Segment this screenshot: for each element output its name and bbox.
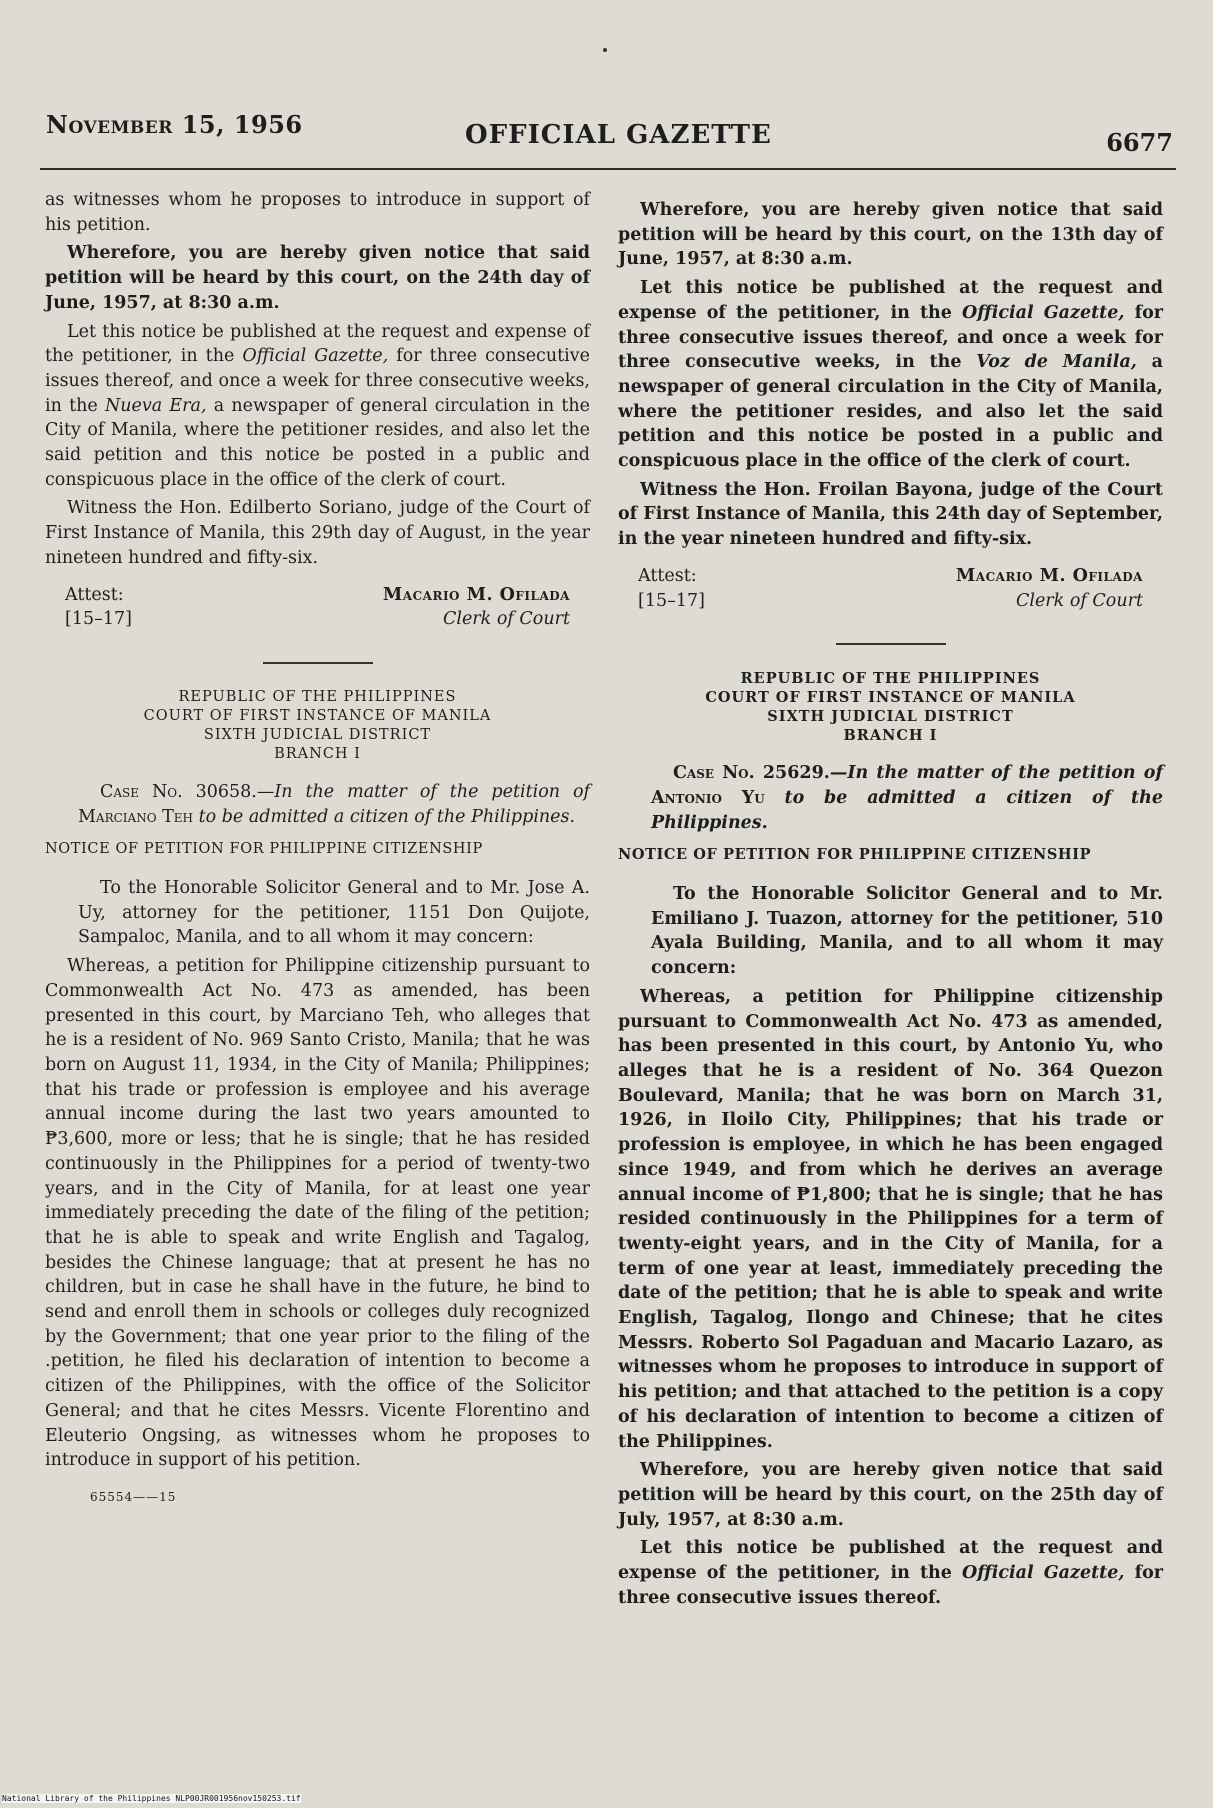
whereas-paragraph: Whereas, a petition for Philippine citizenship pursuant to Commonwealth Act No. 473 as amended, has been presented in this court, by Antonio Yu, who alleges that he is a resident of No. 364 Quezon Boulevard, Manila; that he was born on March 31, 1926, in Iloilo City, Philippines; that his trade or profession is employee, in which he has been engaged since 1949, and from which he derives an average annual income of ₱1,800; that he is single; that he has resided continuously in the Philippines for a term of twenty-eight years, and in the City of Manila, for a term of one year at least, immediately preceding the date of the petition; that he is able to speak and write English, Tagalog, Ilongo and Chinese; that he cites Messrs. Roberto Sol Pagaduan and Macario Lazaro, as witnesses whom he proposes to introduce in support of his petition; and that attached to the petition is a copy of his declaration of intention to become a citizen of the Philippines. <box>618 986 1163 1452</box>
court-heading <box>45 688 590 764</box>
newspaper-name: Nueva Era, <box>104 395 207 416</box>
left-publish-notice <box>45 320 590 493</box>
case-title <box>45 780 590 829</box>
court-line: REPUBLIC OF THE PHILIPPINES <box>178 688 457 705</box>
text-run: to be admitted a citizen of the Philippines. <box>193 806 576 827</box>
text-run: for three consecutive issues thereof. <box>618 1563 1164 1608</box>
petitioner-name: Marciano Teh <box>78 806 194 827</box>
header-rule <box>40 168 1176 170</box>
gazette-name: Official Gazette, <box>242 346 389 367</box>
court-line: BRANCH I <box>274 745 361 762</box>
court-line: SIXTH JUDICIAL DISTRICT <box>203 726 432 743</box>
text-run: Let this notice be published at the request and expense of the petitioner, in the <box>618 1538 1163 1584</box>
clerk-name: Macario M. Ofilada <box>382 584 570 605</box>
issue-date: November 15, 1956 <box>46 110 303 139</box>
text-run: —In the matter of the petition of <box>256 781 590 802</box>
case-title <box>618 761 1163 835</box>
whereas-paragraph: Whereas, a petition for Philippine citizenship pursuant to Commonwealth Act No. 473 as amended, has been presented in this court, by Marciano Teh, who alleges that he is a resident of No. 969 Santo Cristo, Manila; that he was born on August 11, 1934, in the City of Manila; Philippines; that his trade or profession is employee and his average annual income during the last two years amounted to ₱3,600, more or less; that he is single; that he has resided continuously in the Philippines for a period of twenty-two years, and in the City of Manila, for at least one year immediately preceding the date of the filing of the petition; that he is able to speak and write English and Tagalog, besides the Chinese language; that at present he has no children, but in case he shall have in the future, he bind to send and enroll them in schools or colleges duly recognized by the Government; that one year prior to the filing of the .petition, he filed his declaration of intention to become a citizen of the Philippines, with the office of the Solicitor General; and that he cites Messrs. Vicente Florentino and Eleuterio Ongsing, as witnesses whom he proposes to introduce in support of his petition. <box>45 956 590 1471</box>
page-header <box>0 110 1213 160</box>
court-line: COURT OF FIRST INSTANCE OF MANILA <box>705 689 1076 707</box>
left-attest-block <box>45 583 590 632</box>
right-attest-block <box>618 564 1163 613</box>
page-number: 6677 <box>1106 128 1173 157</box>
petitioner-name: Antonio Yu <box>651 787 765 808</box>
court-line: REPUBLIC OF THE PHILIPPINES <box>740 670 1041 688</box>
right-publish-notice <box>618 276 1163 474</box>
attest-ref: [15–17] <box>65 609 132 630</box>
ink-speck <box>603 48 607 52</box>
section-separator <box>263 662 373 664</box>
text-run: for three consecutive issues thereof, and once a week for three consecutive weeks, in the <box>618 302 1164 373</box>
addressee: To the Honorable Solicitor General and to Mr. Jose A. Uy, attorney for the petitioner, 1151 Don Quijote, Sampaloc, Manila, and to all whom it may concern: <box>78 878 590 948</box>
gazette-name: Official Gazette, <box>962 302 1125 323</box>
clerk-title: Clerk of Court <box>442 609 570 630</box>
attest-label: Attest: <box>65 584 124 605</box>
section-separator <box>836 643 946 645</box>
right-wherefore: Wherefore, you are hereby given notice that said petition will be heard by this court, on the 13th day of June, 1957, at 8:30 a.m. <box>618 200 1163 270</box>
text-run: a newspaper of general circulation in the City of Manila, where the petitioner resides, and also let the said petition and this notice be posted in a public and conspicuous place in the office of the clerk of court. <box>618 352 1163 472</box>
left-column <box>45 188 590 1510</box>
left-witness: Witness the Hon. Edilberto Soriano, judge of the Court of First Instance of Manila, this 29th day of August, in the year nineteen hundred and fifty-six. <box>45 498 590 568</box>
court-line: SIXTH JUDICIAL DISTRICT <box>767 708 1014 726</box>
clerk-title: Clerk of Court <box>1015 590 1143 611</box>
attest-ref: [15–17] <box>638 590 705 611</box>
notice-heading: NOTICE OF PETITION FOR PHILIPPINE CITIZENSHIP <box>618 846 1092 864</box>
gazette-name: Official Gazette, <box>962 1563 1125 1584</box>
publication-title: OFFICIAL GAZETTE <box>465 120 772 150</box>
print-code: 65554——15 <box>90 1489 177 1504</box>
case-number: Case No. 25629. <box>673 763 830 784</box>
right-witness: Witness the Hon. Froilan Bayona, judge of the Court of First Instance of Manila, this 24th day of September, in the year nineteen hundred and fifty-six. <box>618 479 1163 550</box>
addressee: To the Honorable Solicitor General and to Mr. Emiliano J. Tuazon, attorney for the petitioner, 510 Ayala Building, Manila, and to all whom it may concern: <box>651 884 1163 979</box>
text-run: Let this notice be published at the request and expense of the petitioner, in the <box>45 321 590 367</box>
left-paragraph-1: as witnesses whom he proposes to introduce in support of his petition. <box>45 190 590 235</box>
text-run: for three consecutive issues thereof, and once a week for three consecutive weeks, in the <box>45 346 590 416</box>
right-wherefore-2: Wherefore, you are hereby given notice that said petition will be heard by this court, on the 25th day of July, 1957, at 8:30 a.m. <box>618 1460 1163 1530</box>
text-run: a newspaper of general circulation in the City of Manila, where the petitioner resides, and also let the said petition and this notice be posted in a public and conspicuous place in the office of the clerk of court. <box>45 395 590 490</box>
case-number: Case No. 30658. <box>100 781 257 802</box>
attest-label: Attest: <box>638 565 697 586</box>
court-heading <box>618 669 1163 745</box>
right-publish-notice-2 <box>618 1536 1163 1610</box>
text-run: —In the matter of the petition of <box>829 763 1163 784</box>
scan-footer: National Library of the Philippines NLP00JR001956nov150253.tif <box>2 1794 301 1803</box>
clerk-name: Macario M. Ofilada <box>955 565 1143 586</box>
left-wherefore: Wherefore, you are hereby given notice that said petition will be heard by this court, on the 24th day of June, 1957, at 8:30 a.m. <box>45 243 590 313</box>
court-line: COURT OF FIRST INSTANCE OF MANILA <box>143 707 492 724</box>
court-line: BRANCH I <box>843 727 938 745</box>
text-run: Let this notice be published at the request and expense of the petitioner, in the <box>618 278 1163 323</box>
text-run: to be admitted a citizen of the Philippines. <box>651 787 1163 833</box>
right-column <box>618 198 1163 1614</box>
newspaper-name: Voz de Manila, <box>976 352 1137 373</box>
notice-heading: NOTICE OF PETITION FOR PHILIPPINE CITIZENSHIP <box>45 841 483 858</box>
